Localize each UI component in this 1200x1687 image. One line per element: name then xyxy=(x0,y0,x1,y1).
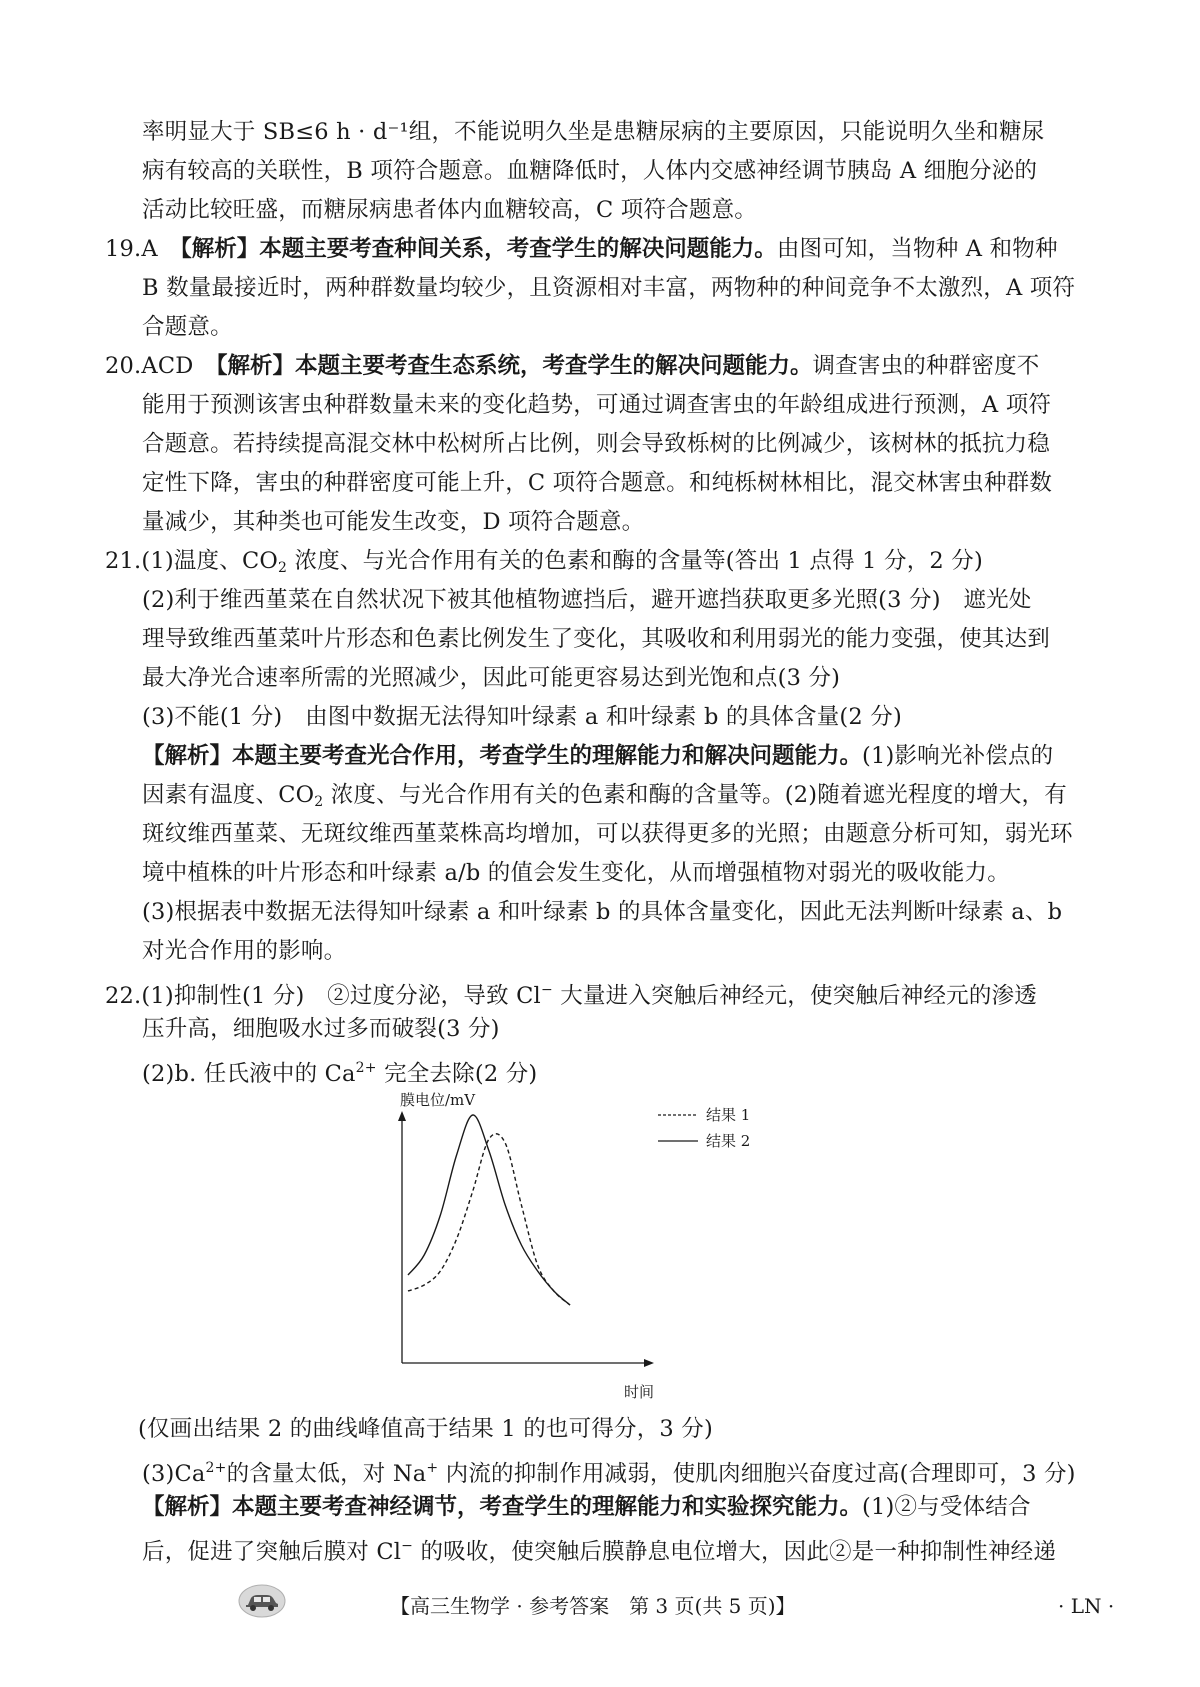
answer-text: (1)温度、CO xyxy=(141,548,279,574)
chart-svg xyxy=(380,1085,840,1405)
legend-label-1: 结果 1 xyxy=(706,1106,751,1124)
superscript: + xyxy=(426,1460,439,1476)
answer-text: (1)抑制性(1 分) ②过度分泌，导致 Cl xyxy=(141,983,541,1009)
text-line: 病有较高的关联性，B 项符合题意。血糖降低时，人体内交感神经调节胰岛 A 细胞分泌的 xyxy=(142,158,1038,184)
analysis-tag: 【解析】本题主要考查生态系统，考查学生的解决问题能力。 xyxy=(216,353,813,379)
analysis-text: 因素有温度、CO xyxy=(142,782,315,808)
answer-text: (3)Ca xyxy=(142,1461,206,1487)
analysis-text: (1)②与受体结合 xyxy=(862,1494,1031,1520)
text-line: (3)不能(1 分) 由图中数据无法得知叶绿素 a 和叶绿素 b 的具体含量(2 分) xyxy=(142,704,902,730)
text-line: (2)利于维西堇菜在自然状况下被其他植物遮挡后，避开遮挡获取更多光照(3 分) 遮光处 xyxy=(142,587,1032,613)
question-number: 20. xyxy=(105,353,142,379)
car-icon xyxy=(238,1584,286,1618)
analysis-text: 由图可知，当物种 A 和物种 xyxy=(776,236,1058,262)
analysis-text: 调查害虫的种群密度不 xyxy=(812,353,1040,379)
analysis-tag: 【解析】本题主要考查光合作用，考查学生的理解能力和解决问题能力。 xyxy=(142,743,863,769)
edition-code: · LN · xyxy=(1058,1594,1115,1618)
y-axis-arrow xyxy=(398,1111,406,1121)
answer-key: ACD xyxy=(141,353,194,379)
text-line: 合题意。 xyxy=(142,314,233,340)
answer-text: 浓度、与光合作用有关的色素和酶的含量等(答出 1 点得 1 分，2 分) xyxy=(287,548,983,574)
analysis-tag: 【解析】本题主要考查种间关系，考查学生的解决问题能力。 xyxy=(180,236,777,262)
text-line: 压升高，细胞吸水过多而破裂(3 分) xyxy=(142,1016,500,1042)
text-line: 境中植株的叶片形态和叶绿素 a/b 的值会发生变化，从而增强植物对弱光的吸收能力。 xyxy=(142,860,1010,886)
text-line: (3)根据表中数据无法得知叶绿素 a 和叶绿素 b 的具体含量变化，因此无法判断叶绿素 a、b xyxy=(142,899,1063,925)
answer-text: (2)b. 任氏液中的 Ca xyxy=(142,1061,356,1087)
answer-text: 的含量太低，对 Na xyxy=(226,1461,427,1487)
text-line: B 数量最接近时，两种群数量均较少，且资源相对丰富，两物种的种间竞争不太激烈，A 项符 xyxy=(142,275,1076,301)
text-line: 理导致维西堇菜叶片形态和色素比例发生了变化，其吸收和利用弱光的能力变强，使其达到 xyxy=(142,626,1051,652)
question-19 xyxy=(105,234,1058,264)
question-number: 19. xyxy=(105,236,142,262)
superscript: 2+ xyxy=(205,1460,227,1476)
subscript: 2 xyxy=(314,794,324,810)
analysis-line xyxy=(142,741,1053,771)
answer-text: 内流的抑制作用减弱，使肌肉细胞兴奋度过高(合理即可，3 分) xyxy=(438,1461,1076,1487)
text-line: 最大净光合速率所需的光照减少，因此可能更容易达到光饱和点(3 分) xyxy=(142,665,841,691)
analysis-text: (1)影响光补偿点的 xyxy=(862,743,1054,769)
grading-note: (仅画出结果 2 的曲线峰值高于结果 1 的也可得分，3 分) xyxy=(138,1416,713,1442)
text-line: 合题意。若持续提高混交林中松树所占比例，则会导致栎树的比例减少，该树林的抵抗力稳 xyxy=(142,431,1051,457)
membrane-potential-chart xyxy=(380,1085,840,1405)
text-line: 定性下降，害虫的种群密度可能上升，C 项符合题意。和纯栎树林相比，混交林害虫种群数 xyxy=(142,470,1053,496)
legend-label-2: 结果 2 xyxy=(706,1132,751,1150)
x-axis-arrow xyxy=(644,1359,654,1367)
series-layer xyxy=(408,1115,570,1305)
text-line: 量减少，其种类也可能发生改变，D 项符合题意。 xyxy=(142,509,645,535)
series-line-1 xyxy=(408,1134,570,1305)
text-line xyxy=(142,1053,537,1089)
text-line: 率明显大于 SB≤6 h · d⁻¹组，不能说明久坐是患糖尿病的主要原因，只能说明久坐和糖尿 xyxy=(142,119,1045,145)
question-22 xyxy=(105,975,1037,1011)
question-20 xyxy=(105,351,1039,381)
question-number: 21. xyxy=(105,548,142,574)
analysis-text: 的吸收，使突触后膜静息电位增大，因此②是一种抑制性神经递 xyxy=(413,1539,1057,1565)
superscript: − xyxy=(540,982,553,998)
analysis-line xyxy=(142,1531,1056,1567)
y-axis-label: 膜电位/mV xyxy=(400,1091,476,1109)
series-line-2 xyxy=(408,1115,570,1305)
question-number: 22. xyxy=(105,983,142,1009)
question-21 xyxy=(105,546,983,583)
answer-key: A xyxy=(141,236,158,262)
analysis-line xyxy=(142,1492,1031,1522)
superscript: 2+ xyxy=(355,1060,377,1076)
analysis-line xyxy=(142,780,1067,817)
analysis-text: 浓度、与光合作用有关的色素和酶的含量等。(2)随着遮光程度的增大，有 xyxy=(323,782,1067,808)
subscript: 2 xyxy=(278,560,288,576)
text-line: 活动比较旺盛，而糖尿病患者体内血糖较高，C 项符合题意。 xyxy=(142,197,757,223)
text-line: 能用于预测该害虫种群数量未来的变化趋势，可通过调查害虫的年龄组成进行预测，A 项符 xyxy=(142,392,1052,418)
x-axis-label: 时间 xyxy=(624,1383,655,1401)
text-line: 斑纹维西堇菜、无斑纹维西堇菜株高均增加，可以获得更多的光照；由题意分析可知，弱光环 xyxy=(142,821,1073,847)
text-line xyxy=(142,1453,1076,1489)
superscript: − xyxy=(401,1538,414,1554)
legend xyxy=(658,1106,750,1150)
page-footer: 【高三生物学 · 参考答案 第 3 页(共 5 页)】 xyxy=(390,1594,796,1618)
text-line: 对光合作用的影响。 xyxy=(142,938,347,964)
analysis-tag: 【解析】本题主要考查神经调节，考查学生的理解能力和实验探究能力。 xyxy=(142,1494,863,1520)
answer-text: 大量进入突触后神经元，使突触后神经元的渗透 xyxy=(552,983,1037,1009)
answer-text: 完全去除(2 分) xyxy=(376,1061,538,1087)
analysis-text: 后，促进了突触后膜对 Cl xyxy=(142,1539,402,1565)
